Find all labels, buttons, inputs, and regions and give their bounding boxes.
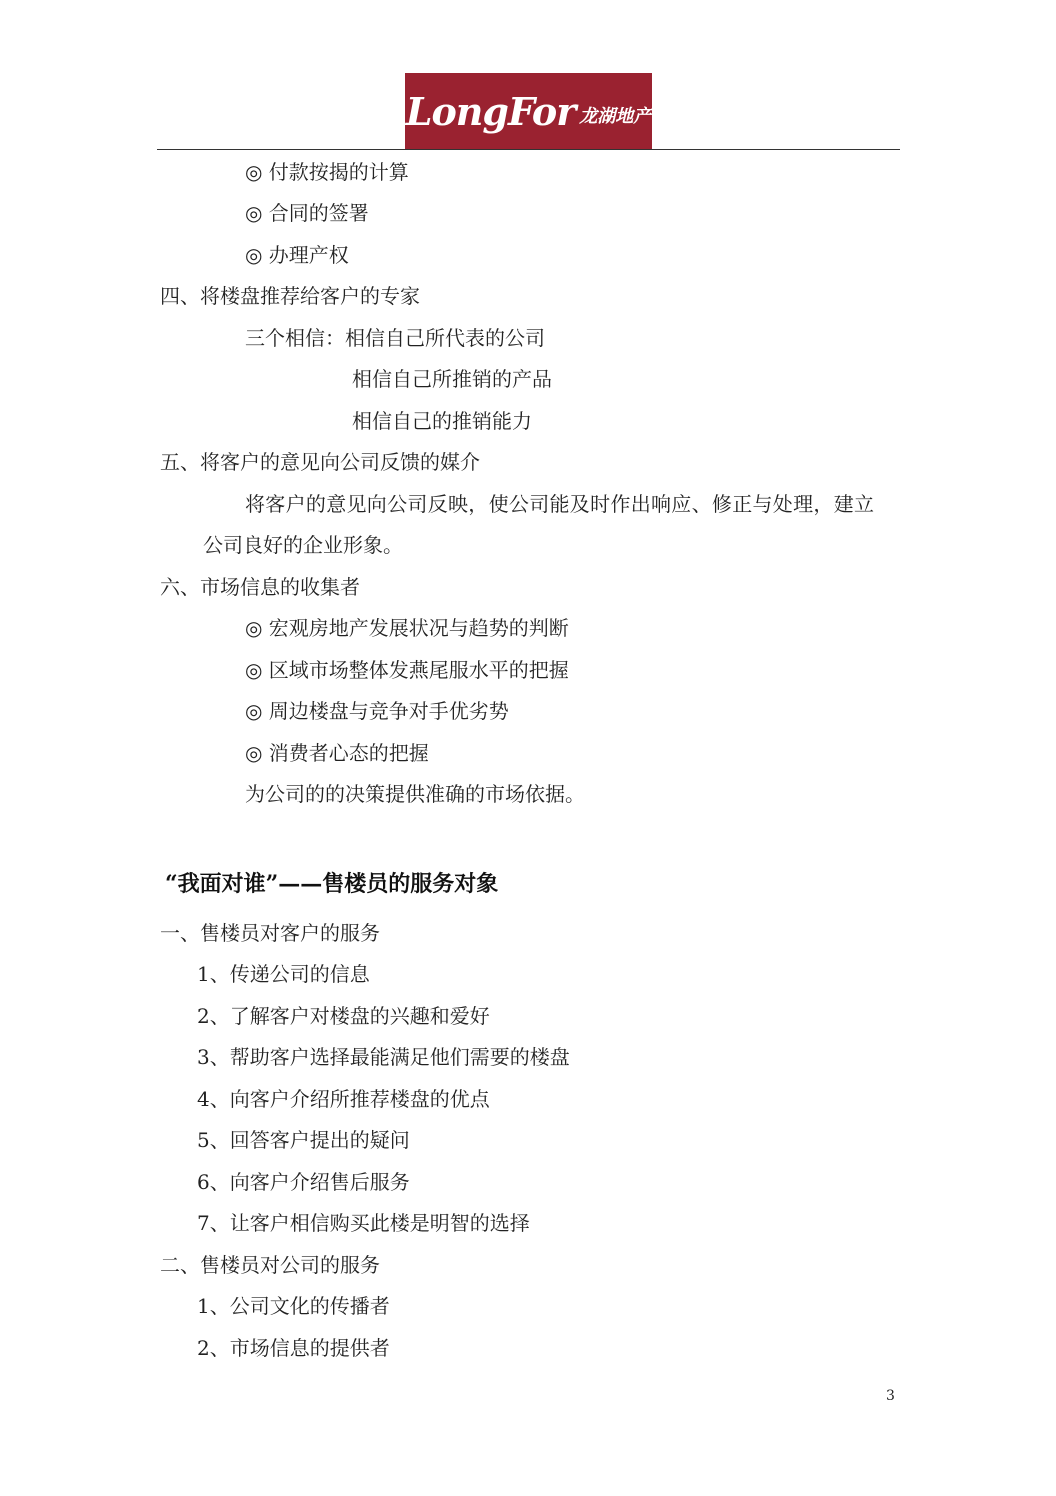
paragraph-line: 为公司的的决策提供准确的市场依据。 (245, 782, 585, 806)
list-item: 3、帮助客户选择最能满足他们需要的楼盘 (197, 1045, 570, 1069)
list-item: 2、市场信息的提供者 (197, 1336, 390, 1360)
paragraph-line: 将客户的意见向公司反映，使公司能及时作出响应、修正与处理，建立 (245, 492, 875, 516)
list-item: 1、公司文化的传播者 (197, 1294, 390, 1318)
bullet-item: ◎ 合同的签署 (245, 201, 369, 225)
section-title: 一、售楼员对客户的服务 (160, 921, 380, 945)
bullet-item: ◎ 付款按揭的计算 (245, 160, 409, 184)
paragraph-line: 相信自己所推销的产品 (352, 367, 552, 391)
bullet-item: ◎ 消费者心态的把握 (245, 741, 429, 765)
list-item: 4、向客户介绍所推荐楼盘的优点 (197, 1087, 490, 1111)
section-title: 二、售楼员对公司的服务 (160, 1253, 380, 1277)
list-item: 7、让客户相信购买此楼是明智的选择 (197, 1211, 530, 1235)
longfor-logo (405, 73, 652, 149)
page-number: 3 (886, 1388, 895, 1404)
paragraph-line: 公司良好的企业形象。 (203, 533, 403, 557)
bullet-item: ◎ 宏观房地产发展状况与趋势的判断 (245, 616, 569, 640)
section-title: 四、将楼盘推荐给客户的专家 (160, 284, 420, 308)
paragraph-line: 相信自己的推销能力 (352, 409, 532, 433)
logo-text-cn: 龙湖地产 (579, 106, 652, 127)
header-divider (157, 149, 900, 150)
list-item: 6、向客户介绍售后服务 (197, 1170, 410, 1194)
list-item: 1、传递公司的信息 (197, 962, 370, 986)
logo-text-en: LongFor (405, 88, 576, 134)
bullet-item: ◎ 周边楼盘与竞争对手优劣势 (245, 699, 509, 723)
paragraph-line: 三个相信：相信自己所代表的公司 (245, 326, 545, 350)
list-item: 2、了解客户对楼盘的兴趣和爱好 (197, 1004, 490, 1028)
section-title: 六、市场信息的收集者 (160, 575, 360, 599)
bullet-item: ◎ 区域市场整体发燕尾服水平的把握 (245, 658, 569, 682)
chapter-heading: “我面对谁”——售楼员的服务对象 (165, 871, 499, 897)
section-title: 五、将客户的意见向公司反馈的媒介 (160, 450, 480, 474)
bullet-item: ◎ 办理产权 (245, 243, 349, 267)
list-item: 5、回答客户提出的疑问 (197, 1128, 410, 1152)
